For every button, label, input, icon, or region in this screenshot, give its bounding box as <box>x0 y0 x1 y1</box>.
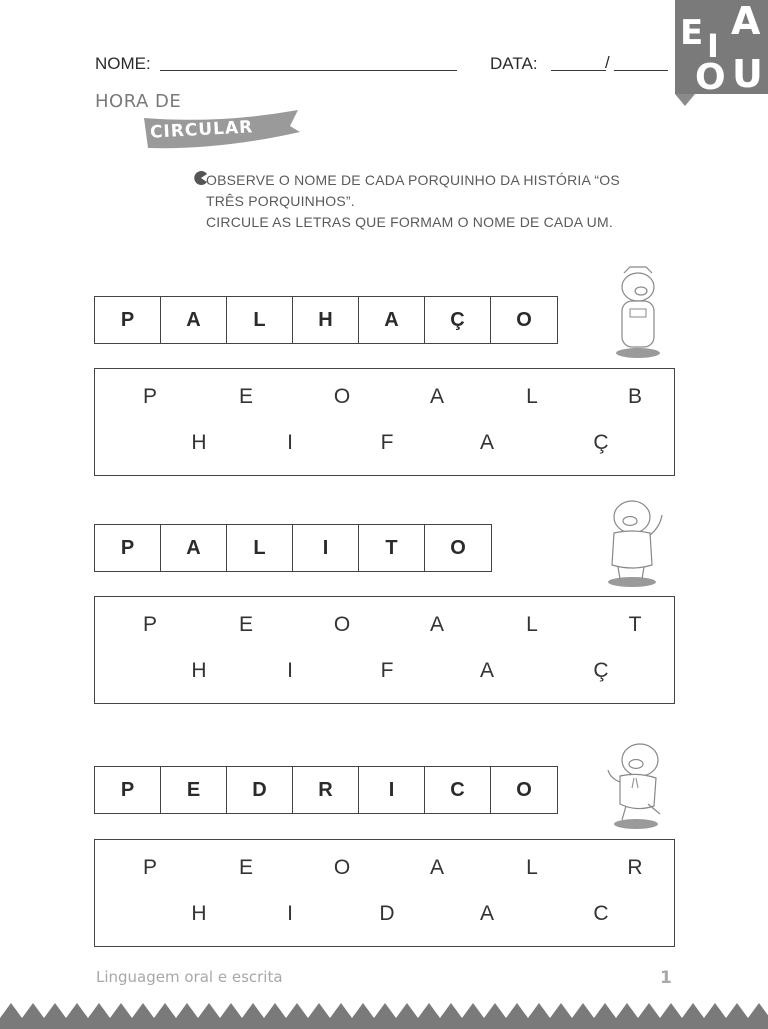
pig-dancing-icon <box>602 738 670 833</box>
pool-letter[interactable]: F <box>380 431 394 454</box>
title-hora-de: HORA DE <box>95 91 182 112</box>
letter-pool-palito <box>94 596 675 704</box>
pool-letter[interactable]: A <box>479 431 494 454</box>
name-letter: P <box>95 525 161 571</box>
name-letter: E <box>161 767 227 813</box>
name-letter: I <box>293 525 359 571</box>
letter-pool-palhaco <box>94 368 675 476</box>
pool-letter[interactable]: A <box>479 902 494 925</box>
vowel-o: O <box>695 57 726 98</box>
pool-letter[interactable]: P <box>142 613 157 636</box>
date-separator: / <box>605 53 610 72</box>
badge-pointer-icon <box>675 94 695 106</box>
name-letter: T <box>359 525 425 571</box>
name-letter: O <box>450 536 466 559</box>
pool-letter[interactable]: C <box>593 902 609 925</box>
pool-letter[interactable]: L <box>526 613 538 636</box>
pool-letter[interactable]: D <box>379 902 395 925</box>
pool-letter[interactable]: P <box>142 385 157 408</box>
name-letter: Ç <box>425 297 491 343</box>
pool-letter[interactable]: L <box>526 385 538 408</box>
pig-waving-icon <box>600 495 670 590</box>
name-letter: P <box>95 297 161 343</box>
pool-letter[interactable]: A <box>479 659 494 682</box>
page-number: 1 <box>660 968 672 988</box>
pool-letter[interactable]: E <box>238 613 253 636</box>
date-day-line[interactable] <box>551 70 606 71</box>
pool-letter[interactable]: H <box>191 902 207 925</box>
pool-letter[interactable]: E <box>238 385 253 408</box>
footer-subject: Linguagem oral e escrita <box>96 968 283 986</box>
letter-pool-pedrico <box>94 839 675 947</box>
pool-letter[interactable]: I <box>287 902 293 925</box>
pool-letter[interactable]: P <box>142 856 157 879</box>
pool-letter[interactable]: E <box>238 856 253 879</box>
name-letter: O <box>516 308 532 331</box>
name-box-pedrico <box>94 766 558 814</box>
date-month-line[interactable] <box>614 70 668 71</box>
vowels-badge <box>675 0 768 98</box>
pool-letter[interactable]: O <box>333 385 351 408</box>
pool-letter[interactable]: O <box>333 613 351 636</box>
name-box-palito <box>94 524 492 572</box>
pool-letter[interactable]: A <box>429 856 444 879</box>
name-letter: A <box>359 297 425 343</box>
name-letter: H <box>293 297 359 343</box>
pool-letter[interactable]: I <box>287 659 293 682</box>
instructions <box>206 170 620 233</box>
name-letter: A <box>161 297 227 343</box>
name-label: NOME: <box>95 54 151 73</box>
pool-letter[interactable]: F <box>380 659 394 682</box>
vowel-i: I <box>707 27 719 65</box>
pool-letter[interactable]: I <box>287 431 293 454</box>
pool-letter[interactable]: H <box>191 659 207 682</box>
name-letter: O <box>516 778 532 801</box>
name-letter: C <box>425 767 491 813</box>
pig-overalls-icon <box>608 265 668 360</box>
pool-letter[interactable]: A <box>429 385 444 408</box>
pool-letter[interactable]: Ç <box>593 431 609 454</box>
name-letter: D <box>227 767 293 813</box>
name-letter: I <box>359 767 425 813</box>
zigzag-border-icon <box>0 1000 768 1029</box>
name-box-palhaco <box>94 296 558 344</box>
pool-letter[interactable]: Ç <box>593 659 609 682</box>
name-letter: L <box>227 297 293 343</box>
pool-letter[interactable]: L <box>526 856 538 879</box>
name-field-line[interactable] <box>160 70 457 71</box>
pool-letter[interactable]: H <box>191 431 207 454</box>
name-letter: A <box>161 525 227 571</box>
instruction-line-1: OBSERVE O NOME DE CADA PORQUINHO DA HISTÓRIA “OS <box>206 172 620 188</box>
pool-letter[interactable]: T <box>628 613 642 636</box>
pool-letter[interactable]: O <box>333 856 351 879</box>
pool-letter[interactable]: R <box>627 856 643 879</box>
pool-letter[interactable]: B <box>627 385 642 408</box>
name-letter: P <box>95 767 161 813</box>
instruction-line-2: TRÊS PORQUINHOS”. <box>206 193 355 209</box>
title-circular: CIRCULAR <box>149 117 254 143</box>
vowel-u: U <box>732 52 763 96</box>
vowel-a: A <box>731 0 761 43</box>
instruction-line-3: CIRCULE AS LETRAS QUE FORMAM O NOME DE CADA UM. <box>206 214 613 230</box>
name-letter: R <box>293 767 359 813</box>
pool-letter[interactable]: A <box>429 613 444 636</box>
date-label: DATA: <box>490 54 538 73</box>
vowel-e: E <box>680 13 704 53</box>
name-letter: L <box>227 525 293 571</box>
